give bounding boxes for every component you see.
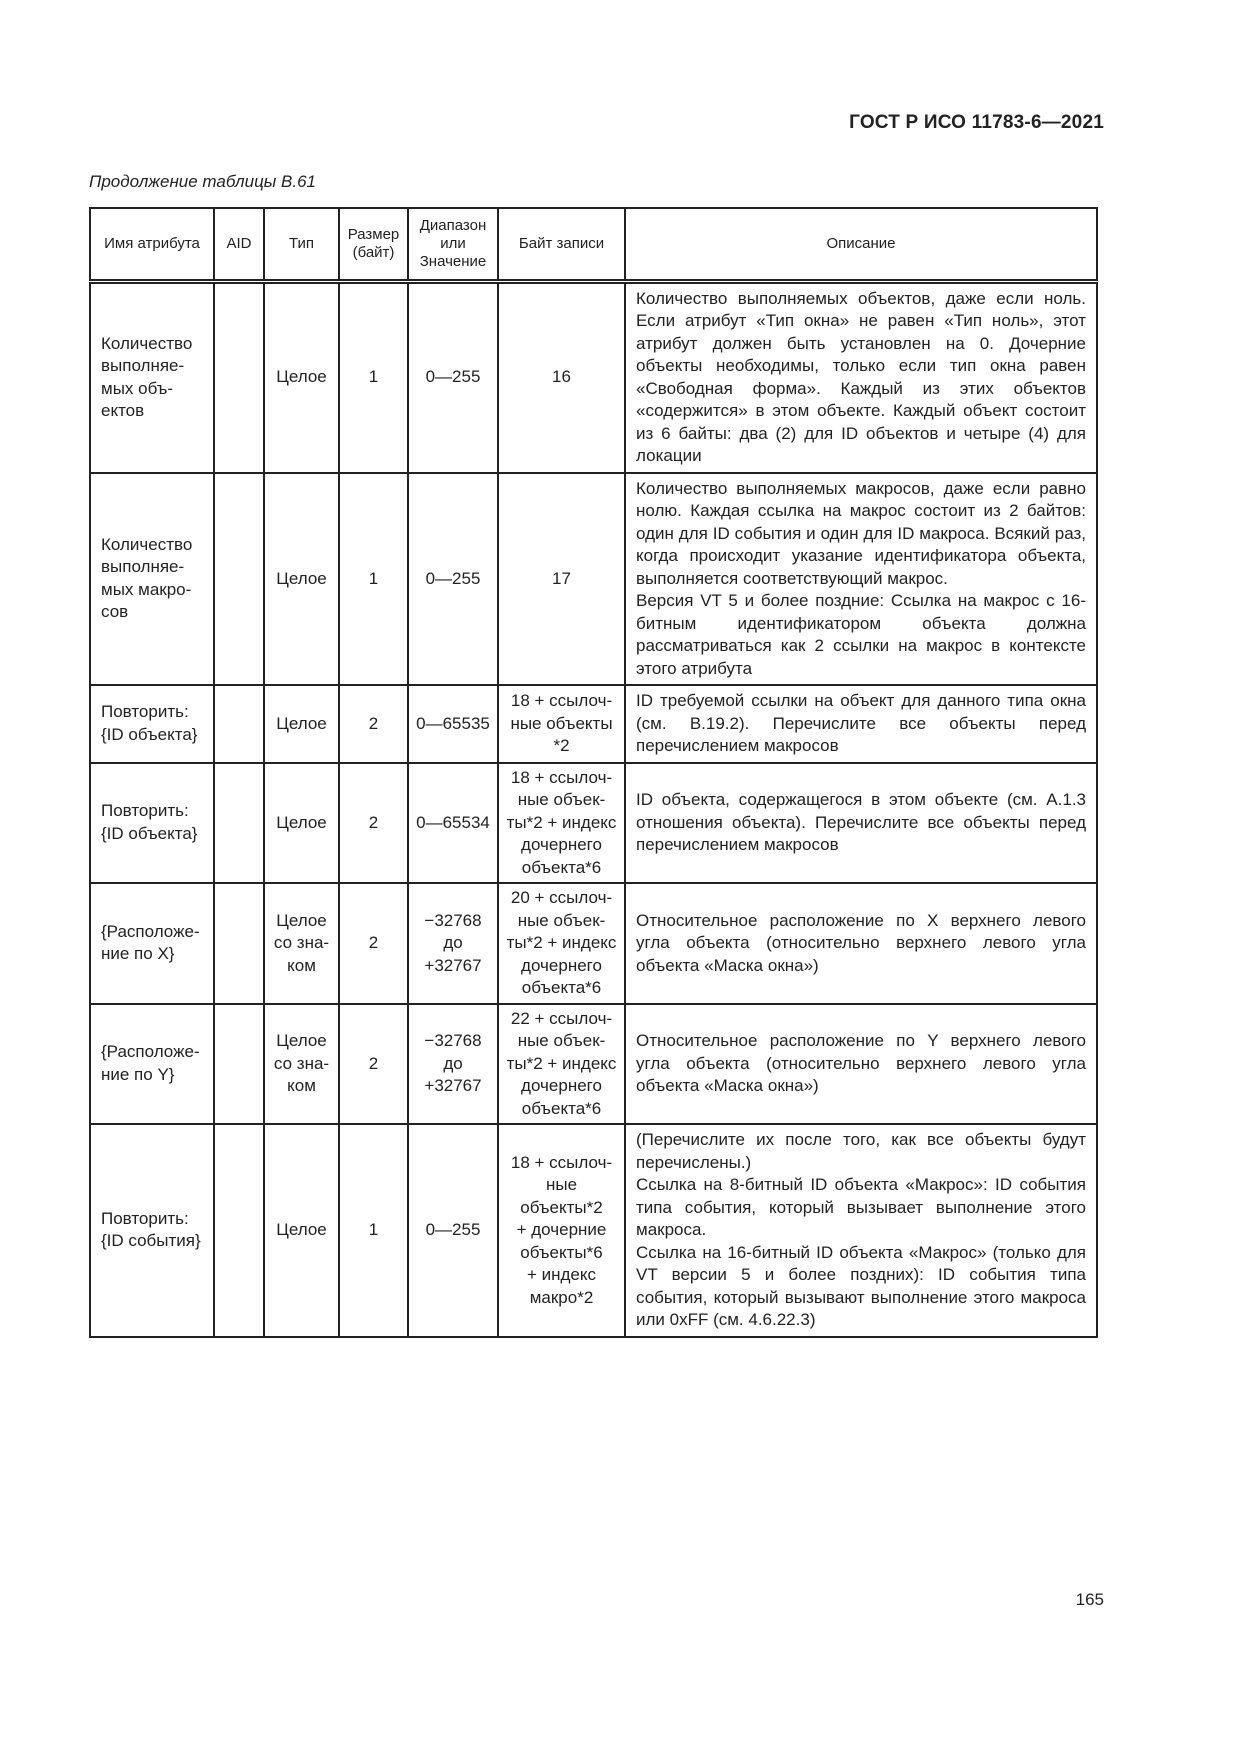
cell-attribute-name: Повторить: {ID события} xyxy=(90,1124,214,1337)
table-row xyxy=(90,883,1097,1004)
cell-aid xyxy=(214,1124,264,1337)
cell-attribute-name: {Расположе- ние по Y} xyxy=(90,1004,214,1125)
cell-attribute-name: Повторить: {ID объекта} xyxy=(90,763,214,884)
page-number: 165 xyxy=(1075,1590,1104,1609)
table-row xyxy=(90,473,1097,686)
column-header-type: Тип xyxy=(264,208,339,281)
column-header-description: Описание xyxy=(625,208,1097,281)
cell-size: 2 xyxy=(339,1004,408,1125)
cell-record-byte: 17 xyxy=(498,473,625,686)
cell-description: Относительное расположение по X верхнего левого угла объекта (относительно верхнего левого угла объекта «Маска окна») xyxy=(625,883,1097,1004)
cell-record-byte: 18 + ссылоч- ные объекты *2 xyxy=(498,685,625,763)
cell-type: Целое со зна- ком xyxy=(264,1004,339,1125)
cell-range: 0—255 xyxy=(408,473,498,686)
cell-description: ID объекта, содержащегося в этом объекте (см. A.1.3 отношения объекта). Перечислите все объекты перед перечислением макросов xyxy=(625,763,1097,884)
cell-description: ID требуемой ссылки на объект для данного типа окна (см. B.19.2). Перечислите все объекты перед перечислением макросов xyxy=(625,685,1097,763)
cell-description: Количество выполняемых объектов, даже если ноль. Если атрибут «Тип окна» не равен «Тип ноль», этот атрибут должен быть установлен на 0. Дочерние объекты необходимы, только если тип окна равен «Свободная форма». Каждый из этих объектов «содержится» в этом объекте. Каждый объект состоит из 6 байты: два (2) для ID объектов и четыре (4) для локации xyxy=(625,281,1097,473)
cell-type: Целое xyxy=(264,281,339,473)
cell-record-byte: 22 + ссылоч- ные объек- ты*2 + индекс дочернего объекта*6 xyxy=(498,1004,625,1125)
cell-attribute-name: {Расположе- ние по X} xyxy=(90,883,214,1004)
table-row xyxy=(90,281,1097,473)
cell-description: Относительное расположение по Y верхнего левого угла объекта (относительно верхнего левого угла объекта «Маска окна») xyxy=(625,1004,1097,1125)
cell-size: 1 xyxy=(339,281,408,473)
table-row xyxy=(90,763,1097,884)
cell-aid xyxy=(214,281,264,473)
cell-range: 0—255 xyxy=(408,281,498,473)
cell-range: 0—65535 xyxy=(408,685,498,763)
column-header-name: Имя атрибута xyxy=(90,208,214,281)
column-header-byte: Байт записи xyxy=(498,208,625,281)
cell-attribute-name: Количество выполняе- мых макро- сов xyxy=(90,473,214,686)
cell-aid xyxy=(214,883,264,1004)
table-row xyxy=(90,685,1097,763)
cell-size: 2 xyxy=(339,763,408,884)
cell-type: Целое со зна- ком xyxy=(264,883,339,1004)
cell-description: (Перечислите их после того, как все объекты будут перечислены.) Ссылка на 8-битный ID объекта «Макрос»: ID события типа события, который вызывает выполнение этого макроса. Ссылка на 16-битный ID объекта «Макрос» (только для VT версии 5 и более поздних): ID события типа события, который вызывают выполнение этого макроса или 0xFF (см. 4.6.22.3) xyxy=(625,1124,1097,1337)
table-caption: Продолжение таблицы B.61 xyxy=(89,172,317,191)
cell-size: 1 xyxy=(339,1124,408,1337)
column-header-size: Размер (байт) xyxy=(339,208,408,281)
cell-aid xyxy=(214,473,264,686)
cell-range: 0—65534 xyxy=(408,763,498,884)
cell-range: 0—255 xyxy=(408,1124,498,1337)
table-header-row xyxy=(90,208,1097,281)
cell-record-byte: 18 + ссылоч- ные объек- ты*2 + индекс дочернего объекта*6 xyxy=(498,763,625,884)
column-header-range: Диапазон или Значение xyxy=(408,208,498,281)
cell-size: 2 xyxy=(339,685,408,763)
cell-size: 1 xyxy=(339,473,408,686)
cell-size: 2 xyxy=(339,883,408,1004)
cell-description: Количество выполняемых макросов, даже если равно нолю. Каждая ссылка на макрос состоит из 2 байтов: один для ID события и один для ID макроса. Всякий раз, когда происходит указание идентификатора объекта, выполняется соответствующий макрос. Версия VT 5 и более поздние: Ссылка на макрос с 16-битным идентификатором объекта должна рассматриваться как 2 ссылки на макрос в контексте этого атрибута xyxy=(625,473,1097,686)
cell-type: Целое xyxy=(264,1124,339,1337)
table-row xyxy=(90,1004,1097,1125)
document-header: ГОСТ Р ИСО 11783-6—2021 xyxy=(849,112,1104,133)
cell-range: −32768 до +32767 xyxy=(408,883,498,1004)
table-row xyxy=(90,1124,1097,1337)
cell-aid xyxy=(214,763,264,884)
cell-range: −32768 до +32767 xyxy=(408,1004,498,1125)
cell-attribute-name: Повторить: {ID объекта} xyxy=(90,685,214,763)
cell-record-byte: 20 + ссылоч- ные объек- ты*2 + индекс дочернего объекта*6 xyxy=(498,883,625,1004)
cell-aid xyxy=(214,1004,264,1125)
column-header-aid: AID xyxy=(214,208,264,281)
cell-record-byte: 18 + ссылоч- ные объекты*2 + дочерние объекты*6 + индекс макро*2 xyxy=(498,1124,625,1337)
cell-aid xyxy=(214,685,264,763)
cell-type: Целое xyxy=(264,685,339,763)
cell-attribute-name: Количество выполняе- мых объ- ектов xyxy=(90,281,214,473)
cell-record-byte: 16 xyxy=(498,281,625,473)
cell-type: Целое xyxy=(264,763,339,884)
cell-type: Целое xyxy=(264,473,339,686)
attribute-table xyxy=(89,207,1098,1338)
